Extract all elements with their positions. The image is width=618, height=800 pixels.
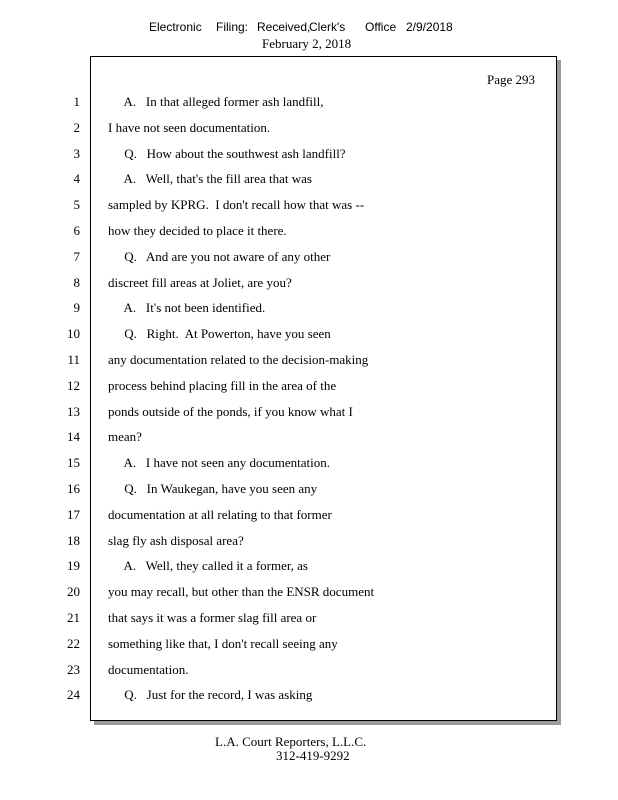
line-text: documentation.: [108, 661, 189, 677]
transcript-line: [0, 249, 618, 269]
line-number: 10: [67, 326, 80, 342]
line-text: A. Well, they called it a former, as: [108, 558, 308, 574]
page-number: Page 293: [487, 72, 536, 87]
line-number: 15: [67, 455, 80, 471]
line-text: Q. Right. At Powerton, have you seen: [108, 326, 331, 342]
transcript-line: [0, 558, 618, 578]
transcript-line: [0, 533, 618, 553]
line-text: Q. And are you not aware of any other: [108, 248, 331, 264]
line-number: 5: [73, 197, 80, 213]
line-text: discreet fill areas at Joliet, are you?: [108, 274, 292, 290]
reporter-company: L.A. Court Reporters, L.L.C.: [215, 734, 367, 749]
filing-word-date: 2/9/2018: [406, 20, 453, 34]
line-text: A. Well, that's the fill area that was: [108, 171, 312, 187]
line-number: 1: [73, 94, 80, 109]
line-text: A. In that alleged former ash landfill,: [108, 94, 324, 109]
line-number: 17: [67, 506, 80, 522]
line-text: ponds outside of the ponds, if you know what I: [108, 403, 353, 419]
transcript-line: [0, 636, 618, 656]
line-text: you may recall, but other than the ENSR document: [108, 584, 375, 600]
transcript-line: [0, 275, 618, 295]
transcript-line: [0, 223, 618, 243]
line-text: process behind placing fill in the area of the: [108, 377, 337, 393]
line-number: 19: [67, 558, 80, 574]
line-number: 2: [73, 119, 80, 135]
transcript-line: [0, 429, 618, 449]
filing-date: February 2, 2018: [262, 36, 352, 51]
transcript-line: [0, 687, 618, 707]
line-number: 4: [73, 171, 80, 187]
line-number: 23: [67, 661, 80, 677]
transcript-line: [0, 378, 618, 398]
line-number: 14: [67, 429, 80, 445]
line-text: documentation at all relating to that former: [108, 506, 332, 522]
transcript-line: [0, 662, 618, 682]
transcript-line: [0, 352, 618, 372]
line-text: how they decided to place it there.: [108, 223, 287, 238]
line-number: 8: [73, 274, 80, 290]
transcript-line: [0, 146, 618, 166]
line-number: 9: [73, 300, 80, 316]
line-text: something like that, I don't recall seeing any: [108, 635, 338, 651]
line-text: Q. How about the southwest ash landfill?: [108, 145, 346, 161]
line-text: any documentation related to the decision-making: [108, 352, 369, 367]
line-number: 6: [73, 223, 80, 238]
transcript-line: [0, 481, 618, 501]
line-text: slag fly ash disposal area?: [108, 532, 244, 548]
line-number: 13: [67, 403, 80, 419]
transcript-line: [0, 94, 618, 114]
line-number: 22: [67, 635, 80, 651]
transcript-line: [0, 120, 618, 140]
filing-word-received: Received,: [257, 20, 311, 34]
transcript-line: [0, 171, 618, 191]
line-text: A. I have not seen any documentation.: [108, 455, 331, 471]
line-text: that says it was a former slag fill area or: [108, 610, 317, 625]
transcript-line: [0, 455, 618, 475]
line-text: sampled by KPRG. I don't recall how that was --: [108, 197, 365, 213]
line-number: 11: [67, 352, 80, 367]
line-number: 3: [73, 145, 80, 161]
line-number: 7: [73, 248, 80, 264]
line-number: 18: [67, 532, 80, 548]
line-text: mean?: [108, 429, 142, 445]
transcript-line: [0, 197, 618, 217]
filing-word-clerks: Clerk's: [309, 20, 346, 34]
line-text: I have not seen documentation.: [108, 119, 271, 135]
transcript-line: [0, 404, 618, 424]
transcript-line: [0, 326, 618, 346]
line-text: Q. In Waukegan, have you seen any: [108, 481, 318, 496]
reporter-phone: 312-419-9292: [276, 748, 350, 763]
filing-word-filing: Filing:: [216, 20, 249, 34]
line-number: 20: [67, 584, 80, 600]
filing-word-office: Office: [365, 20, 397, 34]
line-number: 21: [67, 610, 80, 625]
transcript-line: [0, 584, 618, 604]
transcript-line: [0, 300, 618, 320]
line-number: 16: [67, 481, 80, 496]
filing-word-electronic: Electronic: [149, 20, 202, 34]
line-text: Q. Just for the record, I was asking: [108, 687, 313, 703]
line-number: 24: [67, 687, 80, 703]
transcript-line: [0, 507, 618, 527]
transcript-line: [0, 610, 618, 630]
line-text: A. It's not been identified.: [108, 300, 266, 316]
line-number: 12: [67, 377, 80, 393]
